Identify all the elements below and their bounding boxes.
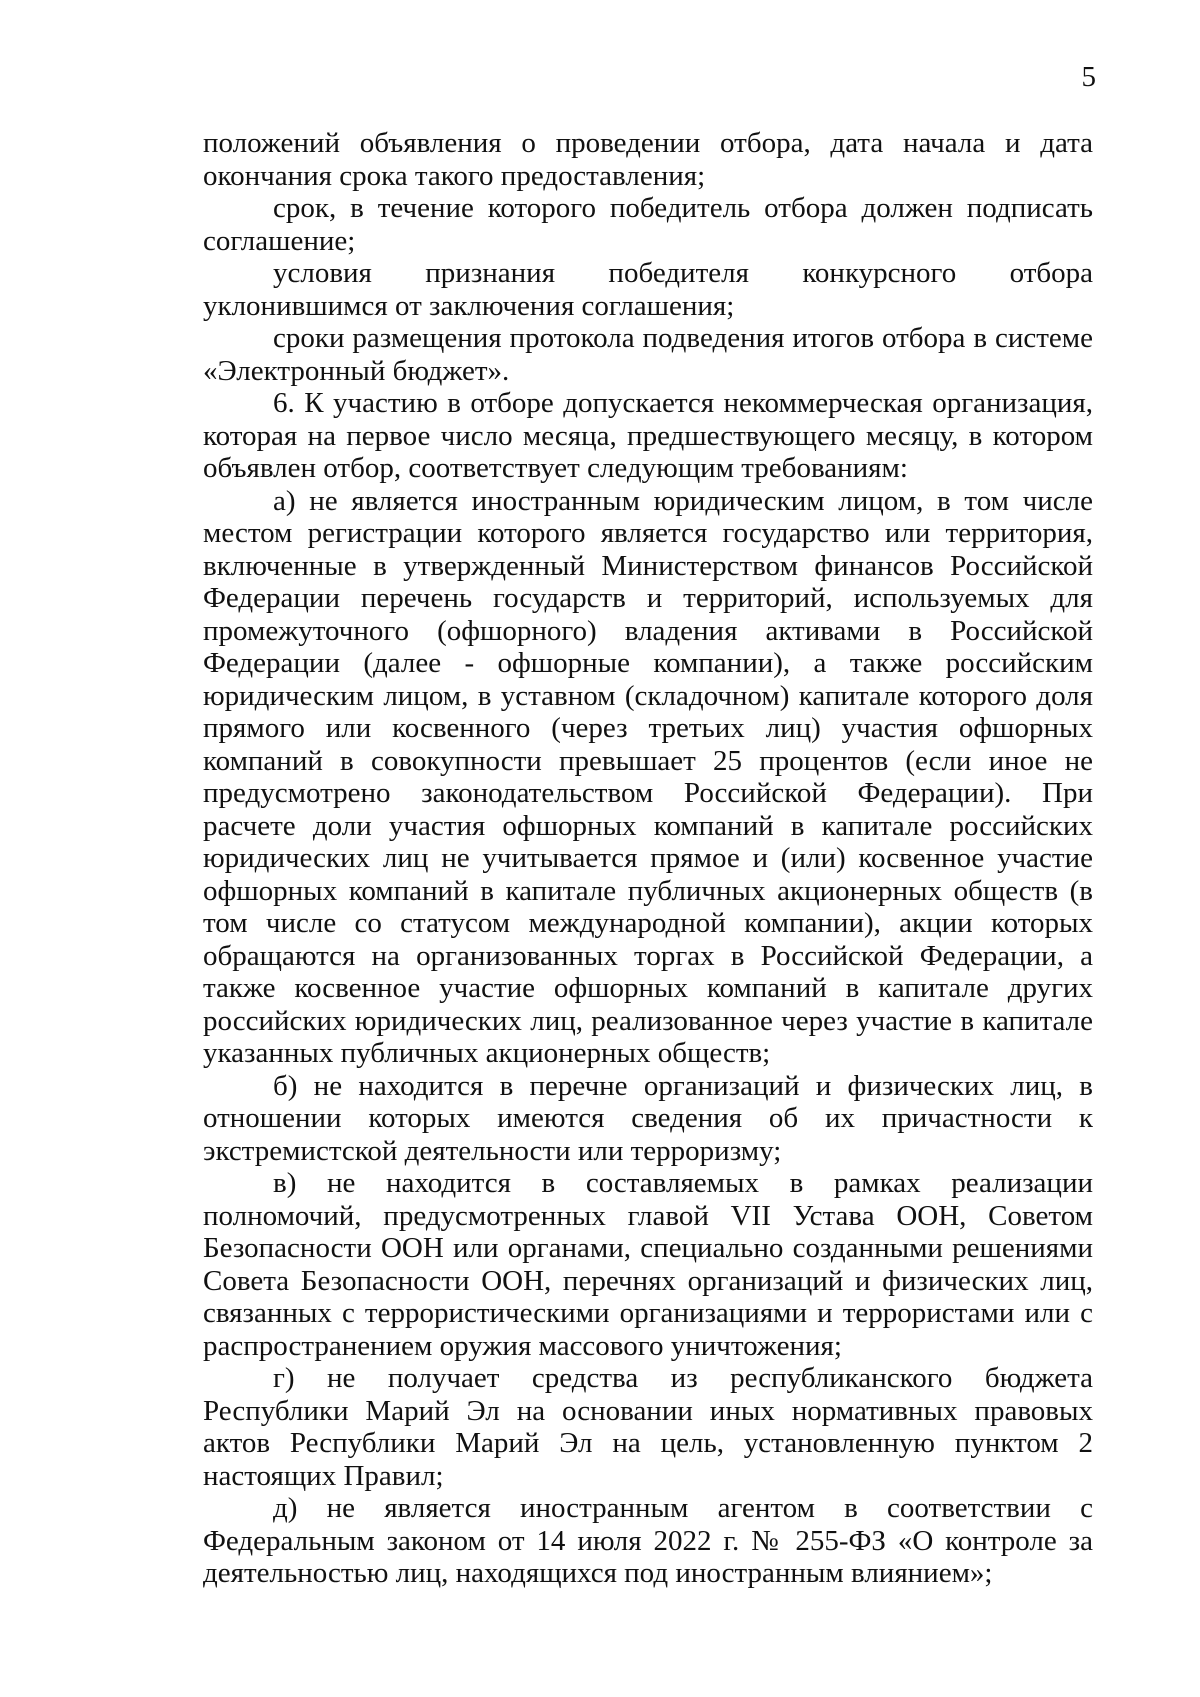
paragraph-subitem-d: д) не является иностранным агентом в соответствии с Федеральным законом от 14 июля 2022 г. № 255-ФЗ «О контроле за деятельностью лиц, находящихся под иностранным влиянием»;: [203, 1492, 1093, 1589]
paragraph-subitem-b: б) не находится в перечне организаций и физических лиц, в отношении которых имеются сведения об их причастности к экстремистской деятельности или терроризму;: [203, 1069, 1093, 1167]
paragraph-protocol-deadlines: сроки размещения протокола подведения итогов отбора в системе «Электронный бюджет».: [203, 322, 1093, 387]
page-number: 5: [1081, 61, 1096, 93]
paragraph-item-6: 6. К участию в отборе допускается некоммерческая организация, которая на первое число месяца, предшествующего месяцу, в котором объявлен отбор, соответствует следующим требованиям:: [203, 387, 1093, 484]
paragraph-subitem-v: в) не находится в составляемых в рамках реализации полномочий, предусмотренных главой VII Устава ООН, Советом Безопасности ООН или органами, специально созданными решениями Совета Безопасности ООН, перечнях организаций и физических лиц, связанных с террористическими организациями и террористами или с распространением оружия массового уничтожения;: [203, 1167, 1093, 1362]
paragraph-evasion-conditions: условия признания победителя конкурсного отбора уклонившимся от заключения соглашения;: [203, 257, 1093, 322]
paragraph-signing-deadline: срок, в течение которого победитель отбора должен подписать соглашение;: [203, 192, 1093, 257]
paragraph-subitem-g: г) не получает средства из республиканского бюджета Республики Марий Эл на основании иных нормативных правовых актов Республики Марий Эл на цель, установленную пунктом 2 настоящих Правил;: [203, 1362, 1093, 1492]
document-body: [203, 127, 1093, 1590]
paragraph-continuation: положений объявления о проведении отбора, дата начала и дата окончания срока такого предоставления;: [203, 127, 1093, 192]
paragraph-subitem-a: а) не является иностранным юридическим лицом, в том числе местом регистрации которого является государство или территория, включенные в утвержденный Министерством финансов Российской Федерации перечень государств и территорий, используемых для промежуточного (офшорного) владения активами в Российской Федерации (далее - офшорные компании), а также российским юридическим лицом, в уставном (складочном) капитале которого доля прямого или косвенного (через третьих лиц) участия офшорных компаний в совокупности превышает 25 процентов (если иное не предусмотрено законодательством Российской Федерации). При расчете доли участия офшорных компаний в капитале российских юридических лиц не учитывается прямое и (или) косвенное участие офшорных компаний в капитале публичных акционерных обществ (в том числе со статусом международной компании), акции которых обращаются на организованных торгах в Российской Федерации, а также косвенное участие офшорных компаний в капитале других российских юридических лиц, реализованное через участие в капитале указанных публичных акционерных обществ;: [203, 484, 1093, 1069]
